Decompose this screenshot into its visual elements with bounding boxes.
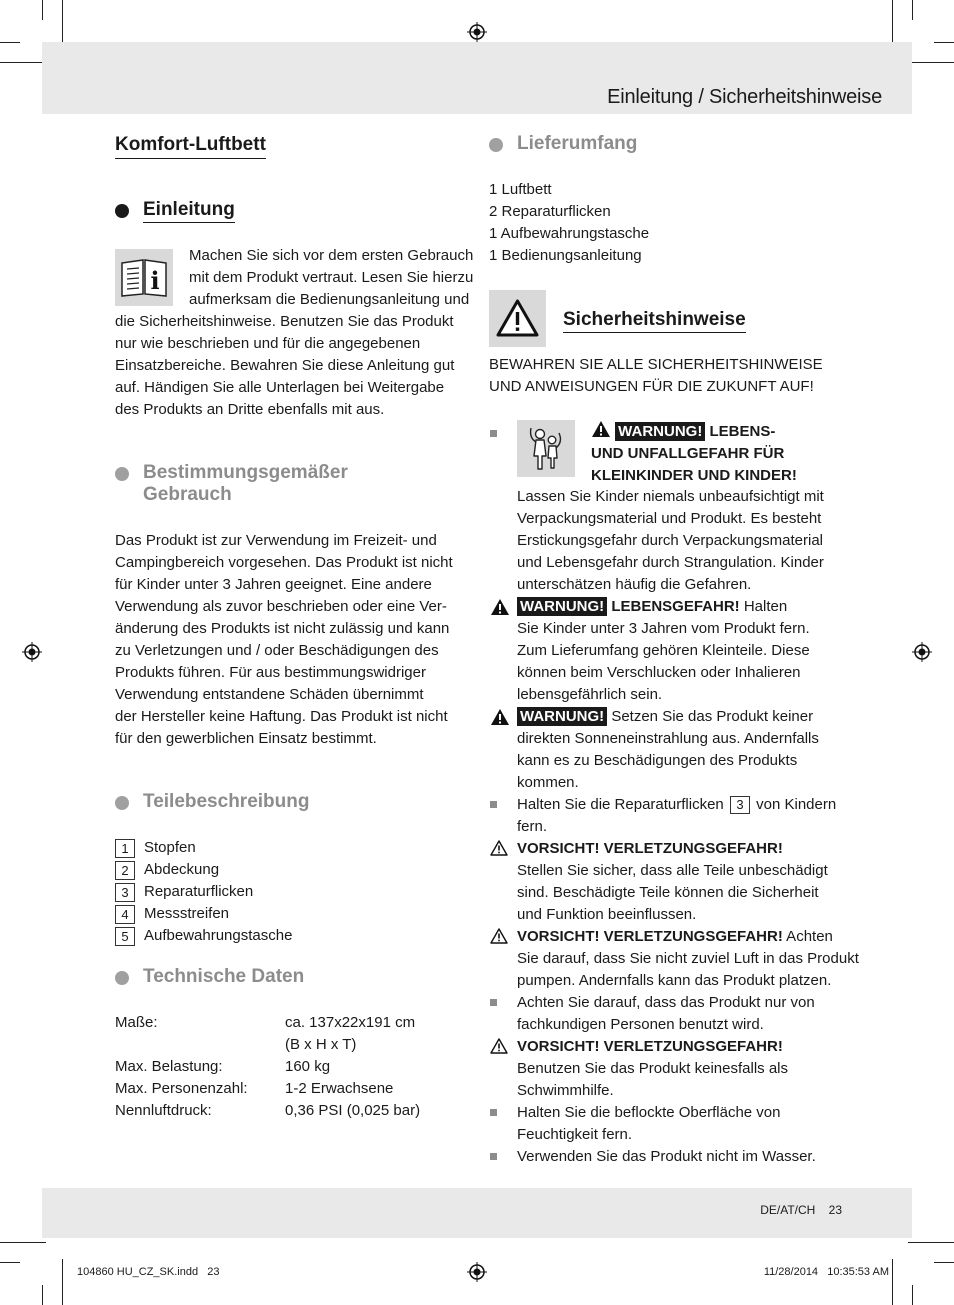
intro-text: die Sicherheitshinweise. Benutzen Sie das Produkt nur wie beschrieben und für die angegebenen Einsatzbereiche. Bewahren Sie diese Anleitung gut auf. Händigen Sie alle Unterlagen bei Weitergabe des Produkts an Dritte ebenfalls mit aus.: [115, 313, 455, 418]
heading-technische-daten: Technische Daten: [143, 966, 305, 987]
list-item: 2 Reparaturflicken: [489, 203, 611, 220]
caution-parts-text: VORSICHT! VERLETZUNGSGEFAHR! Stellen Sie sicher, dass alle Teile unbeschädigt sind. Beschädigte Teile können die Sicherheit und Funktion beeinflussen.: [517, 840, 828, 923]
crop-mark: [912, 1285, 913, 1305]
caution-triangle-icon: [490, 840, 508, 856]
registration-mark-icon: [467, 1262, 487, 1282]
list-item: 5 Aufbewahrungstasche: [115, 925, 470, 947]
list-item: 1 Bedienungsanleitung: [489, 247, 642, 264]
keep-instructions-text: BEWAHREN SIE ALLE SICHERHEITSHINWEISE UND ANWEISUNGEN FÜR DIE ZUKUNFT AUF!: [489, 356, 823, 395]
heading-bestimmungsgemaesser-gebrauch: Bestimmungsgemäßer Gebrauch: [143, 462, 348, 505]
list-item: 1 Aufbewahrungstasche: [489, 225, 650, 242]
caution-pump-text: VORSICHT! VERLETZUNGSGEFAHR! Achten Sie darauf, dass Sie nicht zuviel Luft in das Produkt pumpen. Andernfalls kann das Produkt platzen.: [517, 928, 859, 989]
registration-mark-icon: [467, 22, 487, 42]
use-text: Das Produkt ist zur Verwendung im Freizeit- und Campingbereich vorgesehen. Das Produkt ist nicht für Kinder unter 3 Jahren geeignet. Eine andere Verwendung als zuvor beschrieben oder eine Ver- änderung des Produkts ist nicht zulässig und kann zu Verletzungen und / oder Beschädigungen des Produkts führen. Für aus bestimmungswidriger Verwendung entstandene Schäden übernimmt der Hersteller keine Haftung. Das Produkt ist nicht für den gewerblichen Einsatz bestimmt.: [115, 532, 453, 747]
caution-swim-text: VORSICHT! VERLETZUNGSGEFAHR! Benutzen Sie das Produkt keinesfalls als Schwimmhilfe.: [517, 1038, 788, 1099]
crop-mark: [0, 42, 20, 43]
page-number: DE/AT/CH 23: [760, 1203, 842, 1217]
heading-lieferumfang: Lieferumfang: [517, 133, 638, 154]
section-bullet-icon: [115, 467, 129, 481]
parts-list: [115, 837, 470, 947]
spec-row-dimensions: Maße: ca. 137x22x191 cm: [115, 1014, 416, 1031]
spec-row-dimensions-note: (B x H x T): [285, 1036, 357, 1053]
bullet-moisture-text: Halten Sie die beflockte Oberfläche von Feuchtigkeit fern.: [517, 1104, 781, 1143]
crop-mark: [908, 1242, 954, 1243]
crop-mark: [912, 0, 913, 20]
list-item: 2 Abdeckung: [115, 859, 470, 881]
page-title: Einleitung / Sicherheitshinweise: [607, 86, 882, 108]
section-bullet-icon: [115, 971, 129, 985]
crop-mark: [42, 1285, 43, 1305]
crop-mark: [62, 1259, 63, 1305]
slug-file-info: 104860 HU_CZ_SK.indd 23: [77, 1266, 220, 1278]
heading-teilebeschreibung: Teilebeschreibung: [143, 791, 310, 812]
caution-triangle-icon: [490, 928, 508, 944]
warning-child-heading: WARNUNG! LEBENS- UND UNFALLGEFAHR FÜR KLEINKINDER UND KINDER!: [591, 420, 851, 487]
info-book-icon: [115, 249, 173, 306]
list-bullet-icon: [490, 999, 497, 1006]
registration-mark-icon: [22, 642, 42, 662]
warning-sun-text: WARNUNG! Setzen Sie das Produkt keiner direkten Sonneneinstrahlung aus. Andernfalls kann es zu Beschädigungen des Produkts kommen.: [517, 708, 819, 791]
caution-triangle-icon: [490, 1038, 508, 1054]
bullet-qualified-text: Achten Sie darauf, dass das Produkt nur von fachkundigen Personen benutzt wird.: [517, 994, 815, 1033]
list-item: 1 Stopfen: [115, 837, 470, 859]
product-title: Komfort-Luftbett: [115, 133, 266, 159]
crop-mark: [908, 62, 954, 63]
warning-triangle-icon: [489, 290, 546, 347]
list-bullet-icon: [490, 801, 497, 808]
warning-triangle-icon: [490, 598, 510, 616]
list-item: 4 Messstreifen: [115, 903, 470, 925]
list-bullet-icon: [490, 1153, 497, 1160]
list-bullet-icon: [490, 430, 497, 437]
list-item: 3 Reparaturflicken: [115, 881, 470, 903]
section-bullet-icon: [115, 204, 129, 218]
heading-einleitung: Einleitung: [143, 199, 235, 221]
warning-badge: WARNUNG!: [517, 707, 607, 726]
heading-sicherheitshinweise: Sicherheitshinweise: [563, 309, 746, 331]
crop-mark: [892, 1259, 893, 1305]
section-bullet-icon: [115, 796, 129, 810]
crop-mark: [42, 0, 43, 20]
spec-row-load: Max. Belastung: 160 kg: [115, 1058, 331, 1075]
crop-mark: [892, 0, 893, 46]
warning-danger-text: WARNUNG! LEBENSGEFAHR! Halten Sie Kinder unter 3 Jahren vom Produkt fern. Zum Lieferumfang gehören Kleinteile. Diese können beim Verschlucken oder Inhalieren lebensgefährlich sein.: [517, 598, 810, 703]
warning-triangle-icon: [490, 708, 510, 726]
slug-timestamp: 11/28/2014 10:35:53 AM: [763, 1266, 889, 1278]
crop-mark: [934, 42, 954, 43]
spec-row-persons: Max. Personenzahl: 1-2 Erwachsene: [115, 1080, 394, 1097]
warning-triangle-icon: [591, 420, 611, 438]
crop-mark: [62, 0, 63, 46]
list-bullet-icon: [490, 1109, 497, 1116]
list-item: 1 Luftbett: [489, 181, 552, 198]
svg-text:i: i: [150, 266, 160, 295]
registration-mark-icon: [912, 642, 932, 662]
bullet-water-text: Verwenden Sie das Produkt nicht im Wasser.: [517, 1148, 816, 1165]
intro-text-indented: Machen Sie sich vor dem ersten Gebrauch mit dem Produkt vertraut. Lesen Sie hierzu aufmerksam die Bedienungsanleitung und: [189, 247, 474, 308]
crop-mark: [934, 1262, 954, 1263]
warning-badge: WARNUNG!: [615, 422, 705, 441]
crop-mark: [0, 1262, 20, 1263]
crop-mark: [0, 62, 46, 63]
warning-child-text: Lassen Sie Kinder niemals unbeaufsichtigt mit Verpackungsmaterial und Produkt. Es besteht Erstickungsgefahr durch Verpackungsmaterial und Lebensgefahr durch Strangulation. Kinder unterschätzen häufig die Gefahren.: [517, 488, 824, 593]
spec-row-pressure: Nennluftdruck: 0,36 PSI (0,025 bar): [115, 1102, 421, 1119]
crop-mark: [0, 1242, 46, 1243]
warning-badge: WARNUNG!: [517, 597, 607, 616]
scope-list: [489, 179, 841, 267]
bullet-patches-text: Halten Sie die Reparaturflicken 3 von Kindern fern.: [517, 796, 837, 835]
child-warning-icon: [517, 420, 575, 477]
section-bullet-icon: [489, 138, 503, 152]
